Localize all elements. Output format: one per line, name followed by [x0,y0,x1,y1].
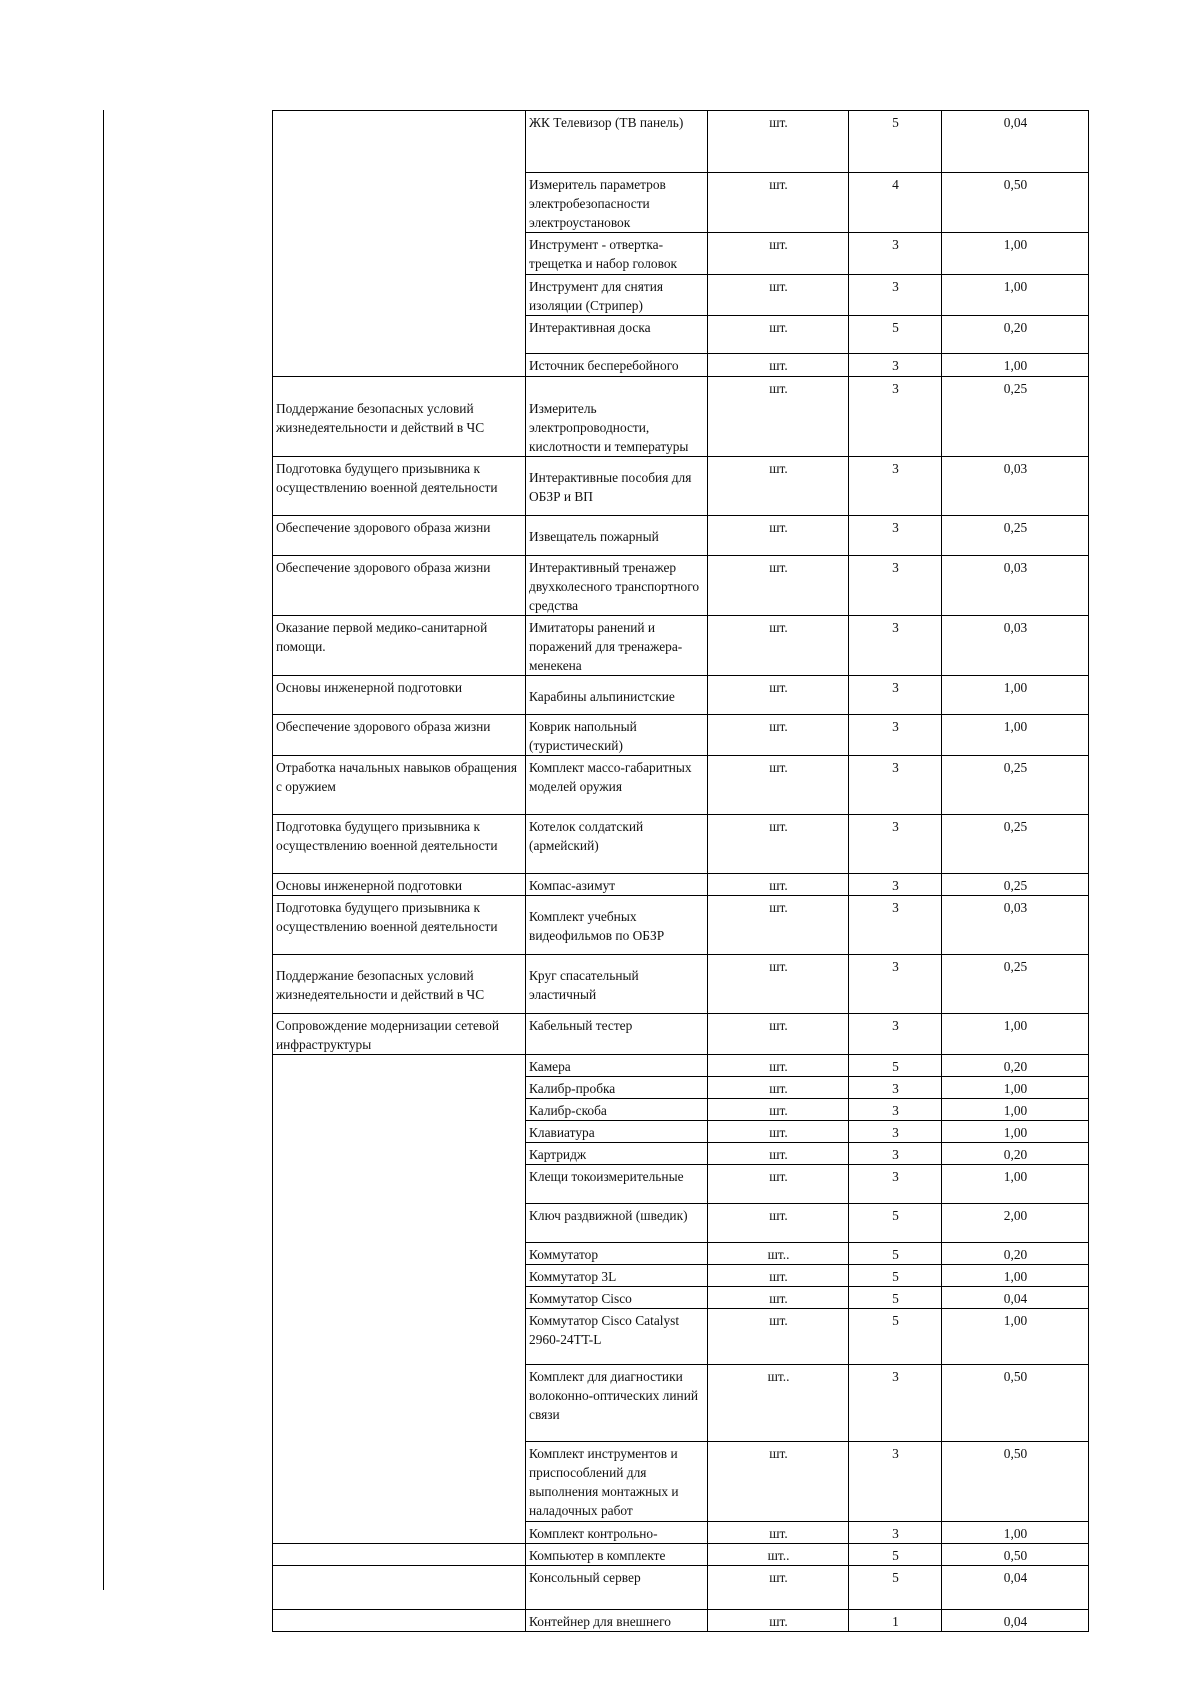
item-unit: шт. [708,1055,849,1077]
item-name: Коммутатор [526,1243,708,1265]
table-row [273,896,1089,955]
item-quantity: 3 [849,1442,942,1522]
table-row [273,955,1089,1014]
item-norm: 0,03 [942,457,1089,516]
table-row [273,676,1089,715]
item-unit: шт. [708,1610,849,1632]
item-name: Компас-азимут [526,874,708,896]
page-margin-line [103,110,104,1590]
item-name: Источник бесперебойного [526,354,708,377]
item-norm: 1,00 [942,354,1089,377]
item-unit: шт. [708,111,849,173]
item-quantity: 5 [849,1243,942,1265]
item-name: Интерактивный тренажер двухколесного транспортного средства [526,556,708,616]
item-quantity: 5 [849,1055,942,1077]
item-unit: шт. [708,1077,849,1099]
item-quantity: 3 [849,275,942,316]
table-row [273,556,1089,616]
item-norm: 1,00 [942,1014,1089,1055]
item-unit: шт. [708,1566,849,1610]
item-quantity: 5 [849,1204,942,1243]
item-quantity: 3 [849,556,942,616]
item-name: Калибр-скоба [526,1099,708,1121]
item-name: Котелок солдатский (армейский) [526,815,708,874]
item-unit: шт. [708,1309,849,1365]
item-norm: 0,50 [942,173,1089,233]
section-name [273,1544,526,1566]
item-unit: шт. [708,896,849,955]
item-norm: 0,50 [942,1442,1089,1522]
item-norm: 0,04 [942,111,1089,173]
item-norm: 0,25 [942,516,1089,556]
section-name: Отработка начальных навыков обращения с оружием [273,756,526,815]
item-unit: шт. [708,457,849,516]
item-name: ЖК Телевизор (ТВ панель) [526,111,708,173]
item-name: Интерактивная доска [526,316,708,354]
item-norm: 0,04 [942,1287,1089,1309]
item-norm: 0,25 [942,815,1089,874]
item-name: Коврик напольный (туристический) [526,715,708,756]
table-row [273,1014,1089,1055]
item-norm: 0,04 [942,1566,1089,1610]
item-quantity: 3 [849,377,942,457]
item-norm: 1,00 [942,1121,1089,1143]
item-norm: 0,25 [942,377,1089,457]
item-quantity: 5 [849,1287,942,1309]
item-unit: шт.. [708,1544,849,1566]
item-norm: 1,00 [942,676,1089,715]
section-name [273,1566,526,1610]
item-norm: 0,20 [942,1143,1089,1165]
item-name: Консольный сервер [526,1566,708,1610]
item-norm: 1,00 [942,1522,1089,1544]
item-quantity: 3 [849,1522,942,1544]
item-unit: шт. [708,233,849,275]
item-norm: 1,00 [942,1165,1089,1204]
item-norm: 1,00 [942,233,1089,275]
item-unit: шт. [708,1121,849,1143]
section-name: Сопровождение модернизации сетевой инфраструктуры [273,1014,526,1055]
item-quantity: 5 [849,316,942,354]
item-unit: шт. [708,1204,849,1243]
item-norm: 1,00 [942,1077,1089,1099]
item-norm: 1,00 [942,1309,1089,1365]
item-norm: 0,25 [942,874,1089,896]
section-name: Оказание первой медико-санитарной помощи. [273,616,526,676]
item-name: Комплект контрольно- [526,1522,708,1544]
item-unit: шт. [708,1099,849,1121]
item-unit: шт. [708,354,849,377]
item-unit: шт. [708,815,849,874]
section-name: Подготовка будущего призывника к осуществлению военной деятельности [273,815,526,874]
item-quantity: 3 [849,233,942,275]
item-unit: шт. [708,676,849,715]
item-name: Инструмент - отвертка-трещетка и набор головок [526,233,708,275]
item-name: Ключ раздвижной (шведик) [526,1204,708,1243]
item-name: Измеритель электропроводности, кислотности и температуры [526,377,708,457]
item-name: Имитаторы ранений и поражений для тренажера-менекена [526,616,708,676]
item-unit: шт. [708,275,849,316]
item-quantity: 3 [849,874,942,896]
section-cell-empty [273,1055,526,1544]
item-unit: шт. [708,955,849,1014]
item-name: Коммутатор Cisco [526,1287,708,1309]
item-norm: 0,20 [942,1055,1089,1077]
item-unit: шт. [708,516,849,556]
item-name: Камера [526,1055,708,1077]
table-row [273,111,1089,173]
item-norm: 0,03 [942,616,1089,676]
item-name: Извещатель пожарный [526,516,708,556]
table-row [273,874,1089,896]
item-name: Измеритель параметров электробезопасности электроустановок [526,173,708,233]
item-unit: шт. [708,1014,849,1055]
item-quantity: 5 [849,1566,942,1610]
section-name: Подготовка будущего призывника к осуществлению военной деятельности [273,896,526,955]
item-name: Комплект учебных видеофильмов по ОБЗР [526,896,708,955]
item-name: Контейнер для внешнего [526,1610,708,1632]
item-quantity: 3 [849,1099,942,1121]
item-unit: шт.. [708,1365,849,1442]
equipment-table [272,110,1089,1632]
item-norm: 0,50 [942,1365,1089,1442]
section-name: Обеспечение здорового образа жизни [273,516,526,556]
item-quantity: 3 [849,1014,942,1055]
item-name: Калибр-пробка [526,1077,708,1099]
section-name [273,1610,526,1632]
item-norm: 1,00 [942,1265,1089,1287]
item-name: Кабельный тестер [526,1014,708,1055]
item-quantity: 3 [849,616,942,676]
item-quantity: 1 [849,1610,942,1632]
item-unit: шт. [708,316,849,354]
section-name: Основы инженерной подготовки [273,676,526,715]
item-name: Комплект для диагностики волоконно-оптических линий связи [526,1365,708,1442]
item-quantity: 3 [849,354,942,377]
item-name: Клавиатура [526,1121,708,1143]
item-quantity: 3 [849,516,942,556]
item-name: Карабины альпинистские [526,676,708,715]
item-quantity: 3 [849,955,942,1014]
table-row [273,516,1089,556]
item-name: Комплект инструментов и приспособлений для выполнения монтажных и наладочных работ [526,1442,708,1522]
item-norm: 0,04 [942,1610,1089,1632]
item-quantity: 3 [849,457,942,516]
table-row [273,756,1089,815]
item-unit: шт. [708,715,849,756]
item-unit: шт. [708,173,849,233]
item-norm: 0,25 [942,955,1089,1014]
item-quantity: 5 [849,1265,942,1287]
item-name: Компьютер в комплекте [526,1544,708,1566]
item-norm: 0,20 [942,316,1089,354]
table-row [273,616,1089,676]
section-name: Основы инженерной подготовки [273,874,526,896]
item-name: Коммутатор Cisco Catalyst 2960-24TT-L [526,1309,708,1365]
item-name: Интерактивные пособия для ОБЗР и ВП [526,457,708,516]
table-row [273,377,1089,457]
item-unit: шт. [708,1287,849,1309]
item-name: Коммутатор 3L [526,1265,708,1287]
item-norm: 0,03 [942,896,1089,955]
table-row [273,1566,1089,1610]
item-quantity: 3 [849,676,942,715]
item-unit: шт. [708,1522,849,1544]
item-unit: шт.. [708,1243,849,1265]
item-norm: 1,00 [942,275,1089,316]
item-quantity: 3 [849,756,942,815]
item-quantity: 3 [849,1121,942,1143]
item-norm: 0,03 [942,556,1089,616]
item-unit: шт. [708,616,849,676]
item-unit: шт. [708,1165,849,1204]
table-row [273,1610,1089,1632]
table-row [273,715,1089,756]
item-norm: 1,00 [942,1099,1089,1121]
item-unit: шт. [708,1442,849,1522]
item-quantity: 5 [849,1544,942,1566]
item-norm: 0,25 [942,756,1089,815]
table-row [273,1544,1089,1566]
item-unit: шт. [708,377,849,457]
section-name: Поддержание безопасных условий жизнедеятельности и действий в ЧС [273,955,526,1014]
item-quantity: 3 [849,1165,942,1204]
section-name: Поддержание безопасных условий жизнедеятельности и действий в ЧС [273,377,526,457]
item-quantity: 4 [849,173,942,233]
item-quantity: 5 [849,111,942,173]
item-unit: шт. [708,756,849,815]
section-name: Обеспечение здорового образа жизни [273,556,526,616]
item-quantity: 3 [849,1365,942,1442]
table-row [273,457,1089,516]
item-norm: 1,00 [942,715,1089,756]
section-cell-empty [273,111,526,377]
item-name: Клещи токоизмерительные [526,1165,708,1204]
table-row [273,1055,1089,1077]
item-norm: 0,20 [942,1243,1089,1265]
item-quantity: 5 [849,1309,942,1365]
item-name: Инструмент для снятия изоляции (Стрипер) [526,275,708,316]
item-name: Комплект массо-габаритных моделей оружия [526,756,708,815]
section-name: Обеспечение здорового образа жизни [273,715,526,756]
item-quantity: 3 [849,1077,942,1099]
item-quantity: 3 [849,715,942,756]
item-unit: шт. [708,874,849,896]
item-norm: 0,50 [942,1544,1089,1566]
item-quantity: 3 [849,1143,942,1165]
item-quantity: 3 [849,896,942,955]
item-name: Круг спасательный эластичный [526,955,708,1014]
item-quantity: 3 [849,815,942,874]
item-unit: шт. [708,1143,849,1165]
item-unit: шт. [708,556,849,616]
section-name: Подготовка будущего призывника к осуществлению военной деятельности [273,457,526,516]
table-row [273,815,1089,874]
item-name: Картридж [526,1143,708,1165]
item-unit: шт. [708,1265,849,1287]
item-norm: 2,00 [942,1204,1089,1243]
